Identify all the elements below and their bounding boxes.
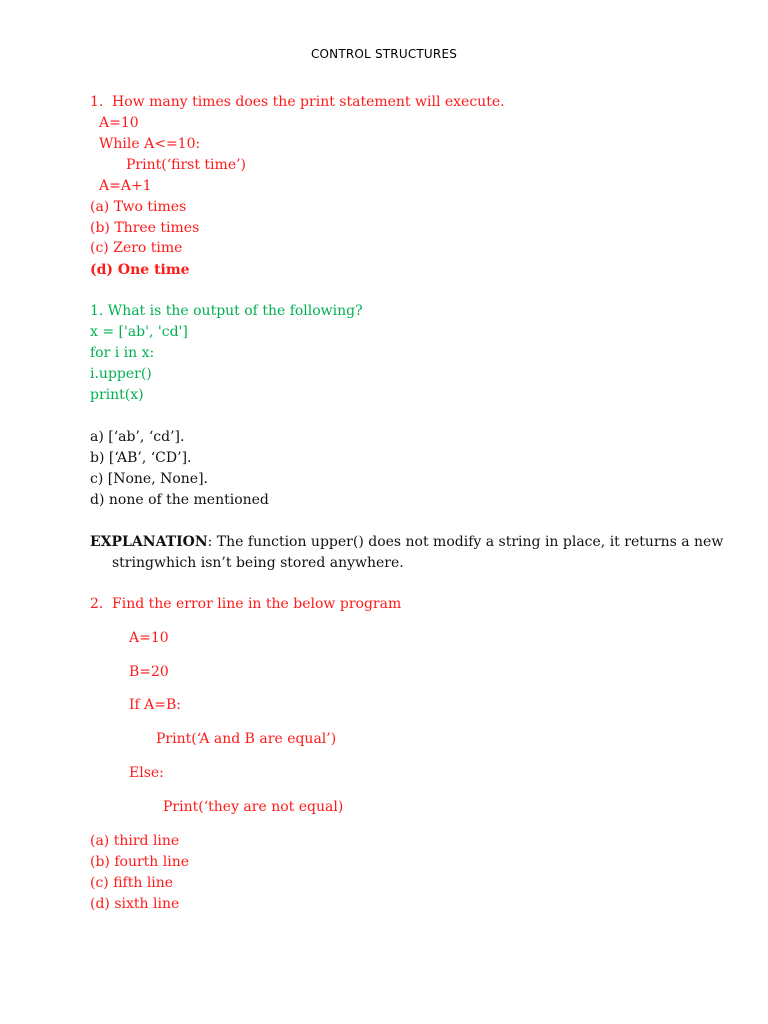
q2-explanation-continued: stringwhich isn’t being stored anywhere.: [112, 555, 404, 571]
q2-option-b: b) [‘AB’, ‘CD’].: [90, 450, 192, 466]
q1-code-line-1: A=10: [99, 115, 139, 131]
q1-option-b: (b) Three times: [90, 220, 200, 236]
q1-number: 1.: [90, 94, 104, 110]
explanation-label: EXPLANATION: [90, 534, 208, 550]
q2-code-line-4: print(x): [90, 387, 144, 403]
page-title: CONTROL STRUCTURES: [310, 47, 458, 61]
q3-option-c: (c) fifth line: [90, 875, 174, 891]
q3-code-line-6: Print(‘they are not equal): [163, 799, 344, 815]
q2-explanation: [90, 532, 723, 552]
explanation-text: : The function upper() does not modify a string in place, it returns a new: [207, 534, 724, 550]
q2-code-line-3: i.upper(): [90, 366, 152, 382]
q1-code-line-4: A=A+1: [99, 178, 152, 194]
q3-code-line-3: If A=B:: [129, 697, 182, 713]
q3-question-text: Find the error line in the below program: [112, 596, 402, 612]
q3-number: 2.: [90, 596, 104, 612]
q2-code-line-1: x = ['ab', 'cd']: [90, 324, 188, 340]
q2-code-line-2: for i in x:: [90, 345, 155, 361]
q3-code-line-1: A=10: [129, 630, 169, 646]
q2-option-a: a) [‘ab’, ‘cd’].: [90, 429, 185, 445]
q1-option-a: (a) Two times: [90, 199, 187, 215]
q1-question-text: How many times does the print statement will execute.: [112, 94, 505, 110]
q3-option-a: (a) third line: [90, 833, 180, 849]
q3-option-b: (b) fourth line: [90, 854, 190, 870]
q2-option-d: d) none of the mentioned: [90, 492, 269, 508]
q1-code-line-3: Print(‘first time’): [126, 157, 247, 173]
q2-option-c: c) [None, None].: [90, 471, 208, 487]
q3-question: [90, 594, 401, 614]
q1-answer: (d) One time: [90, 262, 190, 278]
q1-code-line-2: While A<=10:: [99, 136, 201, 152]
q2-question: 1. What is the output of the following?: [90, 303, 363, 319]
q1-option-c: (c) Zero time: [90, 240, 183, 256]
q1-question: [90, 92, 505, 112]
q3-code-line-4: Print(‘A and B are equal’): [156, 731, 337, 747]
q3-code-line-5: Else:: [129, 765, 164, 781]
q3-code-line-2: B=20: [129, 664, 169, 680]
q3-option-d: (d) sixth line: [90, 896, 180, 912]
